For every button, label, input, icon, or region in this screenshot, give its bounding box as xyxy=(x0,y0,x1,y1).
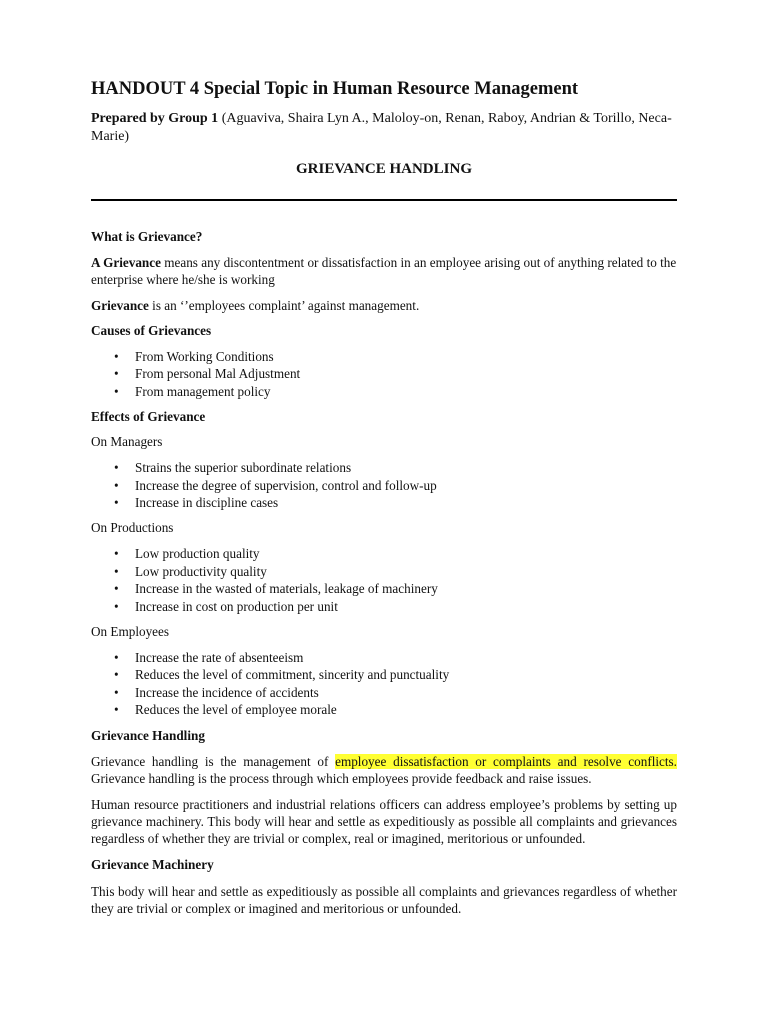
machinery-heading: Grievance Machinery xyxy=(91,856,214,872)
prepared-by xyxy=(91,110,677,146)
document-page xyxy=(91,78,677,917)
list-item: • Increase in the wasted of materials, leakage of machinery xyxy=(135,580,677,597)
on-employees-label: On Employees xyxy=(91,624,170,640)
document-title: HANDOUT 4 Special Topic in Human Resource Management xyxy=(91,79,579,99)
list-item: • From personal Mal Adjustment xyxy=(135,365,677,382)
what-is-heading: What is Grievance? xyxy=(91,229,203,244)
list-item: • Increase the degree of supervision, control and follow-up xyxy=(135,477,677,494)
list-item: • Reduces the level of commitment, sincerity and punctuality xyxy=(135,666,677,683)
on-productions-label: On Productions xyxy=(91,520,174,536)
definition-1-term: A Grievance xyxy=(91,255,161,270)
list-item: • Increase the rate of absenteeism xyxy=(135,649,677,666)
handling-heading: Grievance Handling xyxy=(91,727,205,743)
definition-1 xyxy=(91,254,677,288)
list-item: • Increase the incidence of accidents xyxy=(135,684,677,701)
causes-list xyxy=(91,348,677,400)
definition-2 xyxy=(91,297,677,314)
list-item: • Low productivity quality xyxy=(135,563,677,580)
prepared-by-label: Prepared by Group 1 xyxy=(91,111,219,126)
title-rule xyxy=(91,199,677,201)
managers-list xyxy=(91,459,677,511)
list-item: • Strains the superior subordinate relations xyxy=(135,459,677,476)
handling-text-post: Grievance handling is the process through which employees provide feedback and raise issues. xyxy=(91,770,592,786)
list-item: • Low production quality xyxy=(135,545,677,562)
list-item: • From management policy xyxy=(135,383,677,400)
effects-heading: Effects of Grievance xyxy=(91,409,206,425)
definition-2-text: is an ‘’employees complaint’ against management. xyxy=(148,298,420,313)
prepared-by-names: (Aguaviva, Shaira Lyn A., Maloloy-on, Renan, Raboy, Andrian & Torillo, Neca-Marie) xyxy=(91,111,672,144)
on-managers-label: On Managers xyxy=(91,434,163,450)
machinery-paragraph: This body will hear and settle as expeditiously as possible all complaints and grievances regardless of whether they are trivial or complex or imagined and meritorious or unfounded. xyxy=(91,883,677,916)
employees-list xyxy=(91,649,677,719)
definition-2-term: Grievance xyxy=(91,298,149,313)
list-item: • Increase in discipline cases xyxy=(135,494,677,511)
highlighted-text: employee dissatisfaction or complaints and resolve conflicts. xyxy=(335,753,677,769)
list-item: • Reduces the level of employee morale xyxy=(135,701,677,718)
causes-heading: Causes of Grievances xyxy=(91,323,212,338)
handling-paragraph-1 xyxy=(91,753,677,787)
handling-paragraph-2: Human resource practitioners and industrial relations officers can address employee’s problems by setting up grievance machinery. This body will hear and settle as expeditiously as possible all complaints and grievances regardless of whether they are trivial or complex, real or imagined, meritorious or unfounded. xyxy=(91,796,677,846)
list-item: • From Working Conditions xyxy=(135,348,677,365)
definition-1-text: means any discontentment or dissatisfaction in an employee arising out of anything related to the enterprise where he/she is working xyxy=(91,255,677,287)
productions-list xyxy=(91,545,677,615)
handling-text-pre: Grievance handling is the management of xyxy=(91,753,336,769)
list-item: • Increase in cost on production per unit xyxy=(135,598,677,615)
section-title: GRIEVANCE HANDLING xyxy=(295,161,472,177)
